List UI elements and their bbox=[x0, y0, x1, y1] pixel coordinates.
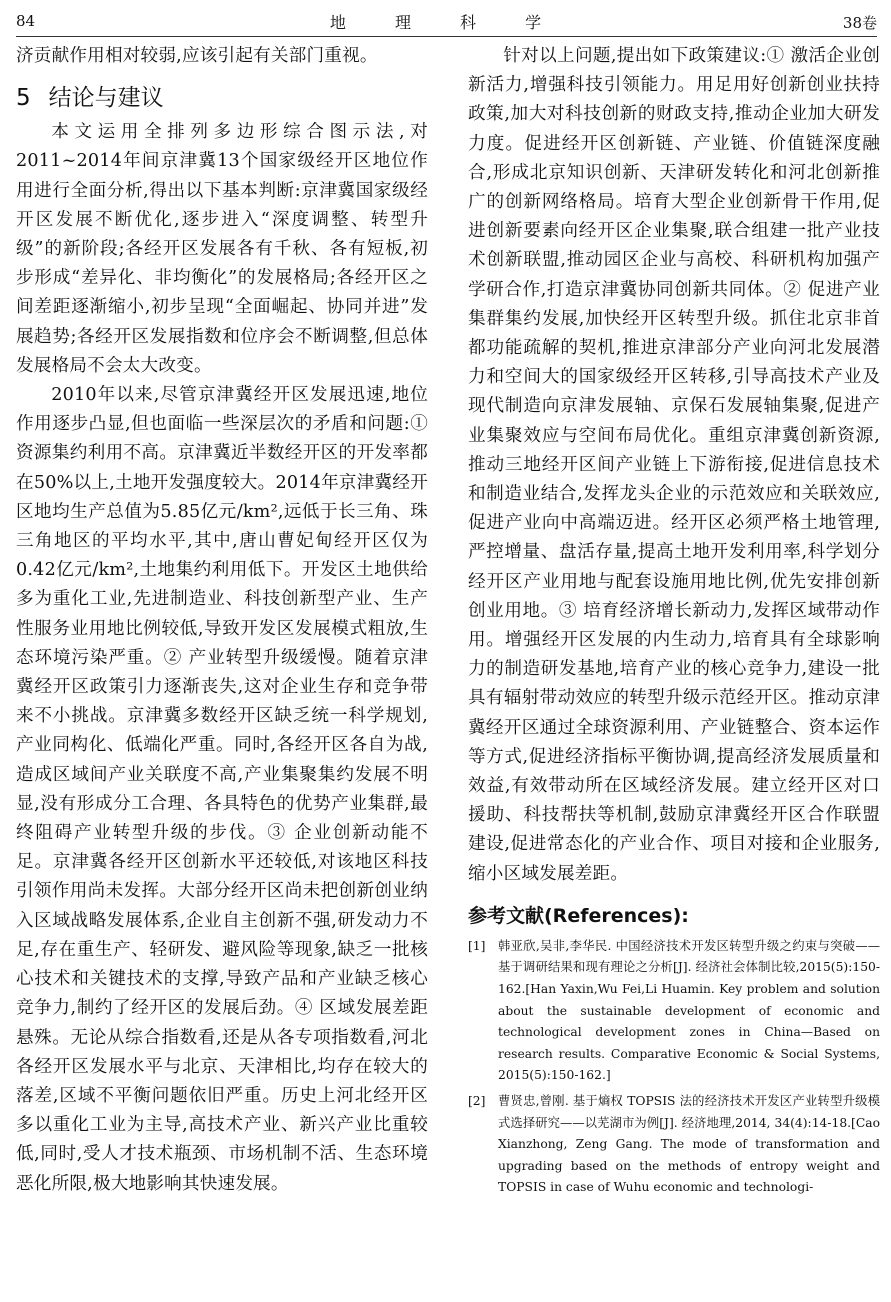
volume-label: 38卷 bbox=[842, 14, 877, 32]
problems-paragraph: 2010年以来,尽管京津冀经开区发展迅速,地位作用逐步凸显,但也面临一些深层次的矛盾和问题:① 资源集约利用不高。京津冀近半数经开区的开发率都在50%以上,土地开发强度较大。2014年京津冀经开区地均生产总值为5.85亿元/km²,远低于长三角、珠三角地区的平均水平,其中,唐山曹妃甸经开区仅为0.42亿元/km²,土地集约利用低下。开发区土地供给多为重化工业,先进制造业、科技创新型产业、生产性服务业用地比例较低,导致开发区发展模式粗放,生态环境污染严重。② 产业转型升级缓慢。随着京津冀经开区政策引力逐渐丧失,这对企业生存和竞争带来不小挑战。京津冀多数经开区缺乏统一科学规划,产业同构化、低端化严重。同时,各经开区各自为战,造成区域间产业关联度不高,产业集聚集约发展不明显,没有形成分工合理、各具特色的优势产业集群,最终阻碍产业转型升级的步伐。③ 企业创新动能不足。京津冀各经开区创新水平还较低,对该地区科技引领作用尚未发挥。大部分经开区尚未把创新创业纳入区域战略发展体系,企业自主创新不强,研发动力不足,存在重生产、轻研发、避风险等现象,缺乏一批核心技术和关键技术的支撑,导致产品和产业缺乏核心竞争力,制约了经开区的发展后劲。④ 区域发展差距悬殊。无论从综合指数看,还是从各专项指数看,河北各经开区发展水平与北京、天津相比,均存在较大的落差,区域不平衡问题依旧严重。历史上河北经开区多以重化工业为主导,高技术产业、新兴产业比重较低,同时,受人才技术瓶颈、市场机制不活、生态环境恶化所限,极大地影响其快速发展。 bbox=[16, 385, 428, 1194]
reference-number: [1] bbox=[468, 938, 486, 953]
section-heading bbox=[16, 79, 428, 112]
references-heading: 参考文献(References): bbox=[468, 904, 689, 927]
left-column bbox=[16, 42, 428, 1199]
reference-text: 韩亚欣,吴非,李华民. 中国经济技术开发区转型升级之约束与突破——基于调研结果和现有理论之分析[J]. 经济社会体制比较,2015(5):150-162.[Han Yaxin,Wu Fei,Li Huamin. Key problem and solution about the sustainable development of economic and technological development zones in China—Based on research results. Comparative Economic & Social Systems, 2015(5):150-162.] bbox=[498, 938, 880, 1083]
right-column bbox=[468, 42, 880, 1203]
reference-list bbox=[468, 936, 880, 1199]
carry-over-line: 济贡献作用相对较弱,应该引起有关部门重视。 bbox=[16, 46, 378, 66]
section-number: 5 bbox=[16, 85, 31, 112]
reference-text: 曹贤忠,曾刚. 基于熵权 TOPSIS 法的经济技术开发区产业转型升级模式选择研究——以芜湖市为例[J]. 经济地理,2014, 34(4):14-18.[Cao Xianzhong, Zeng Gang. The mode of transformation and upgrading based on the methods of entropy weight and TOPSIS in case of Wuhu economic and technologi- bbox=[498, 1094, 880, 1195]
section-title: 结论与建议 bbox=[48, 85, 164, 112]
policy-paragraph: 针对以上问题,提出如下政策建议:① 激活企业创新活力,增强科技引领能力。用足用好创新创业扶持政策,加大对科技创新的财政支持,推动企业加大研发力度。促进经开区创新链、产业链、价值链深度融合,形成北京知识创新、天津研发转化和河北创新推广的创新网络格局。培育大型企业创新骨干作用,促进创新要素向经开区企业集聚,联合组建一批产业技术创新联盟,推动园区企业与高校、科研机构加强产学研合作,打造京津冀协同创新共同体。② 促进产业集群集约发展,加快经开区转型升级。抓住北京非首都功能疏解的契机,推进京津部分产业向河北发展潜力和空间大的国家级经开区转移,引导高技术产业及现代制造向京津发展轴、京保石发展轴集聚,促进产业集聚效应与空间布局优化。重组京津冀创新资源,推动三地经开区间产业链上下游衔接,促进信息技术和制造业结合,发挥龙头企业的示范效应和关联效应,促进产业向中高端迈进。经开区必须严格土地管理,严控增量、盘活存量,提高土地开发利用率,科学划分经开区产业用地与配套设施用地比例,优先安排创新创业用地。③ 培育经济增长新动力,发挥区域带动作用。增强经开区发展的内生动力,培育具有全球影响力的制造研发基地,培育产业的核心竞争力,建设一批具有辐射带动效应的转型升级示范经开区。推动京津冀经开区通过全球资源利用、产业链整合、资本运作等方式,促进经济指标平衡协调,提高经济发展质量和效益,有效带动所在区域经济发展。建立经开区对口援助、科技帮扶等机制,鼓励京津冀经开区合作联盟建设,促进常态化的产业合作、项目对接和企业服务,缩小区域发展差距。 bbox=[468, 46, 880, 884]
running-header bbox=[16, 6, 877, 37]
conclusion-paragraph: 本文运用全排列多边形综合图示法,对2011~2014年间京津冀13个国家级经开区地位作用进行全面分析,得出以下基本判断:京津冀国家级经开区发展不断优化,逐步进入“深度调整、转型升级”的新阶段;各经开区发展各有千秋、各有短板,初步形成“差异化、非均衡化”的发展格局;各经开区之间差距逐渐缩小,初步呈现“全面崛起、协同并进”发展趋势;各经开区发展指数和位序会不断调整,但总体发展格局不会太大改变。 bbox=[16, 122, 428, 376]
reference-item bbox=[468, 1091, 880, 1199]
reference-number: [2] bbox=[468, 1094, 486, 1109]
reference-item bbox=[468, 936, 880, 1087]
journal-title: 地 理 科 学 bbox=[329, 13, 564, 32]
page-number: 84 bbox=[16, 12, 36, 30]
